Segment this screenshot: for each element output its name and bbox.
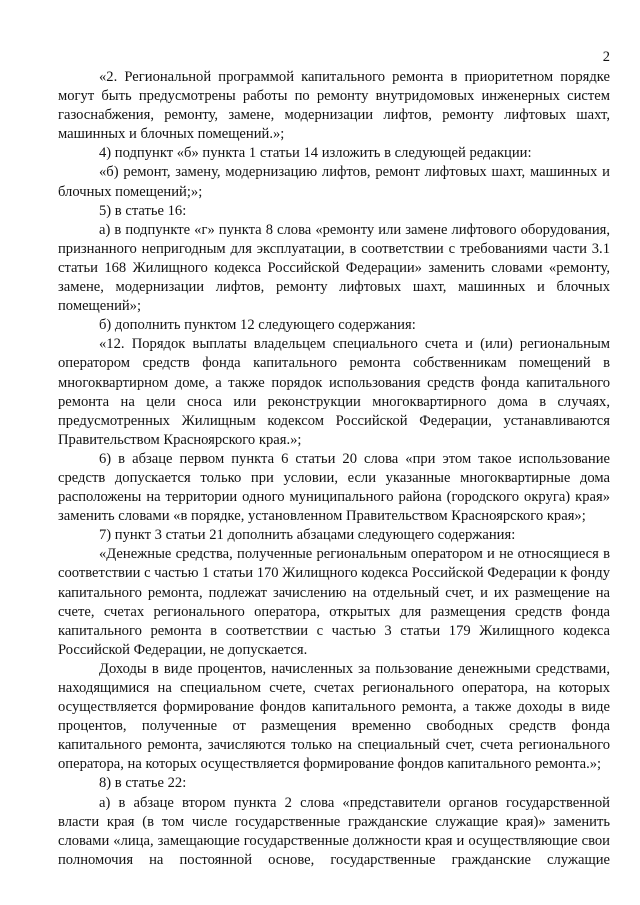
paragraph-item-5b: б) дополнить пунктом 12 следующего содержания: [99, 317, 416, 334]
paragraph-item-5a: а) в подпункте «г» пункта 8 слова «ремонту или замене лифтового оборудования, признанного непригодным для эксплуатации, в соответствии с требованиями части 3.1 статьи 168 Жилищного кодекса Российской Федерации» заменить словами «ремонту, замене, модернизации лифтов, ремонту лифтовых шахт, машинных и блочных помещений»; [58, 221, 610, 315]
paragraph-item-7: 7) пункт 3 статьи 21 дополнить абзацами следующего содержания: [99, 527, 516, 544]
paragraph-item-5: 5) в статье 16: [99, 202, 187, 219]
paragraph-quote-12: «12. Порядок выплаты владельцем специального счета и (или) региональным оператором средств фонда капитального ремонта собственникам помещений в многоквартирном доме, а также порядок использования средств фонда капитального ремонта на цели сноса или реконструкции многоквартирного дома в случаях, предусмотренных Жилищным кодексом Российской Федерации, устанавливаются Правительством Красноярского края.»; [58, 336, 610, 448]
paragraph-item-8a: а) в абзаце втором пункта 2 слова «представители органов государственной власти края (в том числе государственные гражданские служащие края)» заменить словами «лица, замещающие государственные должности края и осуществляющие свои полномочия на постоянной основе, государственные гражданские служащие [58, 794, 610, 868]
page-number: 2 [602, 49, 610, 65]
paragraph-item-8: 8) в статье 22: [99, 775, 187, 792]
paragraph-item-6: 6) в абзаце первом пункта 6 статьи 20 слова «при этом такое использование средств допускается только при условии, если указанные многоквартирные дома расположены на территории одного муниципального района (городского округа) края» заменить словами «в порядке, установленном Правительством Красноярского края»; [58, 450, 610, 525]
paragraph-income: Доходы в виде процентов, начисленных за пользование денежными средствами, находящимися на специальном счете, счетах регионального оператора, на которых осуществляется формирование фондов капитального ремонта, а также доходы в виде процентов, полученные от размещения временно свободных средств фонда капитального ремонта, зачисляются только на специальный счет, счета регионального оператора, на которых осуществляется формирование фондов капитального ремонта.»; [58, 660, 610, 773]
paragraph-subitem-b: «б) ремонт, замену, модернизацию лифтов, ремонт лифтовых шахт, машинных и блочных помещений;»; [58, 164, 610, 200]
paragraph-quote-2: «2. Региональной программой капитального ремонта в приоритетном порядке могут быть предусмотрены работы по ремонту внутридомовых инженерных систем газоснабжения, ремонту, замене, модернизации лифтов, ремонту лифтовых шахт, машинных и блочных помещений.»; [58, 69, 610, 143]
document-body [58, 68, 610, 870]
paragraph-quote-funds: «Денежные средства, полученные региональным оператором и не относящиеся в соответствии с частью 1 статьи 170 Жилищного кодекса Российской Федерации к фонду капитального ремонта, подлежат зачислению на отдельный счет, и их размещение на счете, счетах регионального оператора, открытых для размещения средств фонда капитального ремонта в соответствии с частью 3 статьи 179 Жилищного кодекса Российской Федерации, не допускается. [58, 546, 610, 658]
paragraph-item-4: 4) подпункт «б» пункта 1 статьи 14 изложить в следующей редакции: [99, 145, 532, 162]
